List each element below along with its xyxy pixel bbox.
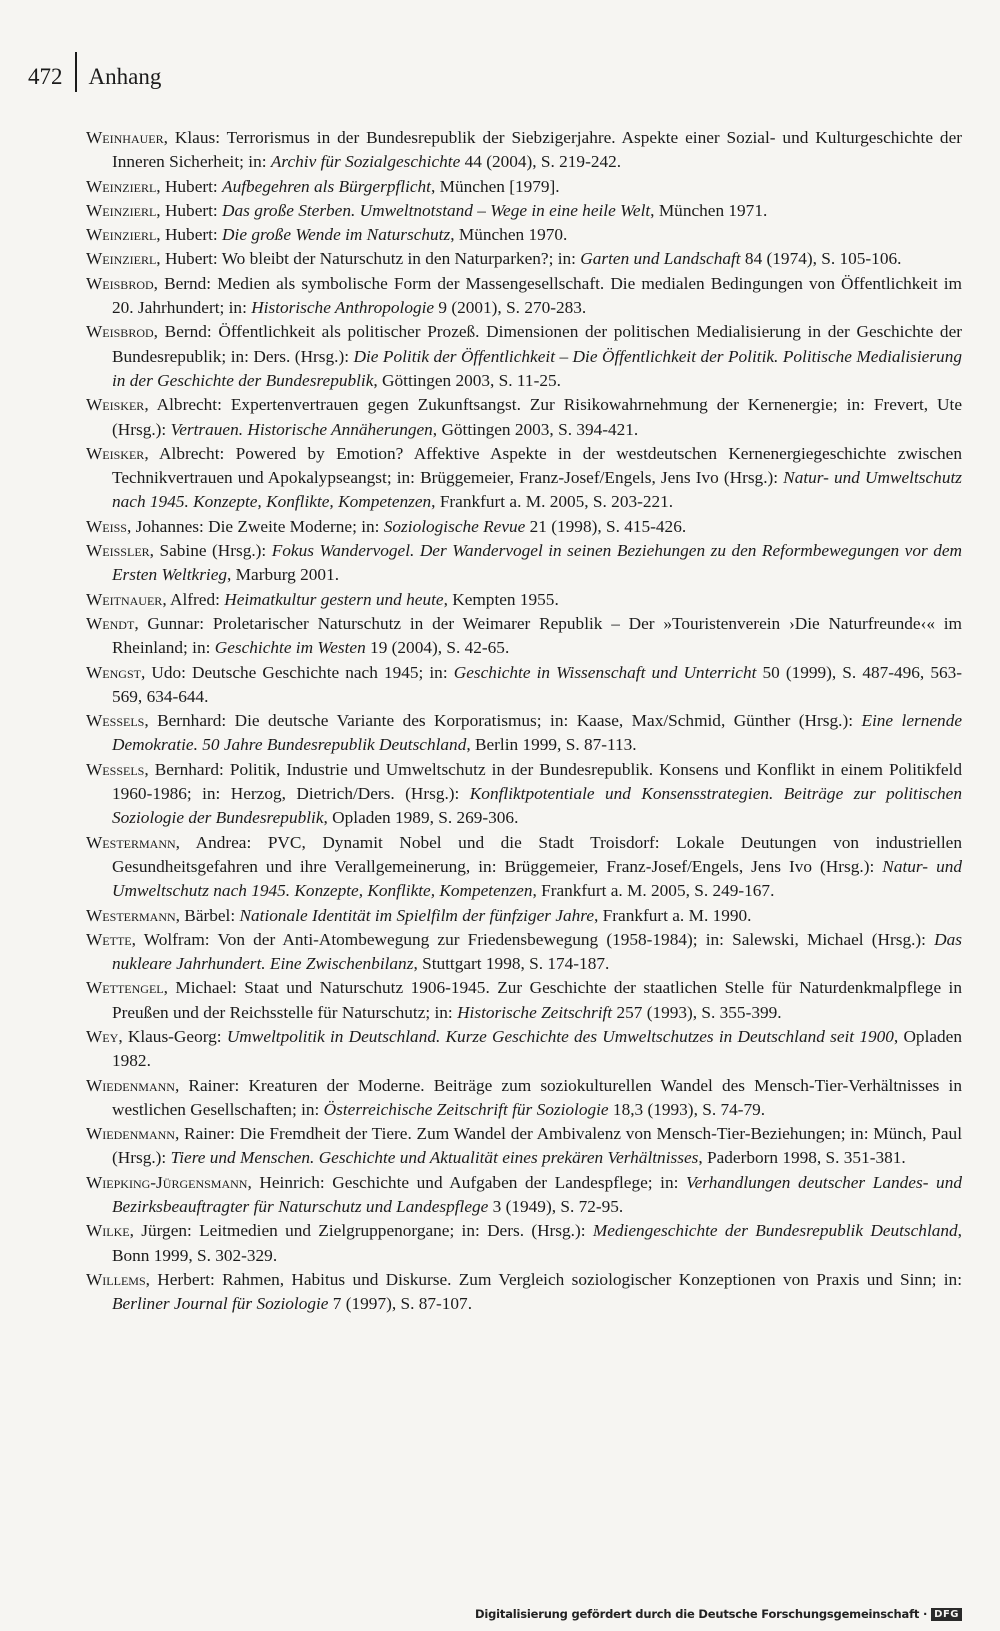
entry-text: , Bernhard: Politik, Industrie und Umweltschutz in der Bundesrepublik. Konsens und Konflikt in einem Politikfeld 1960-1986; in: Herzog, Dietrich/Ders. (Hrsg.): xyxy=(112,759,962,804)
entry-source: , Kempten 1955. xyxy=(443,589,559,609)
entry-text: , Alfred: xyxy=(162,589,225,609)
entry-author: Weissler xyxy=(86,541,150,561)
entry-source: 21 (1998), S. 415-426. xyxy=(525,516,687,536)
entry-text: , Hubert: xyxy=(156,200,223,220)
bibliography-entry xyxy=(86,393,962,442)
entry-source: 84 (1974), S. 105-106. xyxy=(740,249,902,269)
entry-title: Eine lernende Demokratie. 50 Jahre Bundesrepublik Deutschland xyxy=(112,711,962,755)
bibliography-entry xyxy=(86,126,962,175)
bibliography-entry xyxy=(86,831,962,904)
entry-text: , Hubert: Wo bleibt der Naturschutz in den Naturparken?; in: xyxy=(156,249,581,269)
entry-author: Weinhauer xyxy=(86,128,164,147)
entry-title: Das große Sterben. Umweltnotstand – Wege in eine heile Welt xyxy=(222,200,651,220)
entry-source: 257 (1993), S. 355-399. xyxy=(612,1002,782,1022)
entry-title: Archiv für Sozialgeschichte xyxy=(270,152,461,172)
entry-author: Wilke xyxy=(86,1221,130,1241)
bibliography-entry xyxy=(86,1025,962,1074)
entry-author: Westermann xyxy=(86,832,176,852)
entry-text: , Andrea: PVC, Dynamit Nobel und die Stadt Troisdorf: Lokale Deutungen von industriellen Gesundheitsgefahren und ihre Verallgemeinerung, in: Brüggemeier, Franz-Josef/Engels, Jens Ivo (Hrsg.): xyxy=(112,832,962,876)
entry-source: , Frankfurt a. M. 2005, S. 203-221. xyxy=(431,492,674,512)
entry-title: Historische Zeitschrift xyxy=(457,1002,613,1022)
entry-author: Wettengel xyxy=(86,978,164,998)
bibliography-entry xyxy=(86,1219,962,1268)
entry-text: , Johannes: Die Zweite Moderne; in: xyxy=(127,516,384,536)
entry-title: Konfliktpotentiale und Konsensstrategien. Beiträge zur politischen Soziologie der Bundesrepublik xyxy=(112,784,962,828)
entry-title: Geschichte in Wissenschaft und Unterricht xyxy=(453,662,757,682)
entry-author: Weinzierl xyxy=(86,176,157,196)
page-number: 472 xyxy=(28,64,63,89)
entry-text: , Albrecht: Expertenvertrauen gegen Zukunftsangst. Zur Risikowahrnehmung der Kernenergie; in: Frevert, Ute (Hrsg.): xyxy=(112,395,962,439)
bibliography-entry xyxy=(86,1171,962,1220)
entry-text: , Rainer: Die Fremdheit der Tiere. Zum Wandel der Ambivalenz von Mensch-Tier-Beziehungen; in: Münch, Paul (Hrsg.): xyxy=(112,1124,962,1168)
entry-text: , Bernd: Medien als symbolische Form der Massengesellschaft. Die medialen Bedingungen von Öffentlichkeit im 20. Jahrhundert; in: xyxy=(112,273,962,318)
entry-title: Berliner Journal für Soziologie xyxy=(112,1294,329,1314)
entry-source: 50 (1999), S. 487-496, 563-569, 634-644. xyxy=(112,662,962,706)
entry-author: Westermann xyxy=(86,905,176,925)
entry-title: Aufbegehren als Bürgerpflicht xyxy=(222,176,431,196)
entry-text: , Hubert: xyxy=(156,225,223,245)
entry-title: Historische Anthropologie xyxy=(251,298,435,318)
entry-text: , Bernd: Öffentlichkeit als politischer Prozeß. Dimensionen der politischen Medialisierung in der Geschichte der Bundesrepublik; in: Ders. (Hrsg.): xyxy=(112,322,962,366)
entry-author: Weisker xyxy=(86,395,145,415)
entry-source: , München [1979]. xyxy=(430,176,560,196)
entry-text: , Bärbel: xyxy=(175,905,240,925)
entry-title: Natur- und Umweltschutz nach 1945. Konzepte, Konflikte, Kompetenzen xyxy=(112,856,962,901)
entry-source: , Berlin 1999, S. 87-113. xyxy=(466,735,637,755)
entry-source: 44 (2004), S. 219-242. xyxy=(460,152,622,172)
entry-title: Das nukleare Jahrhundert. Eine Zwischenbilanz xyxy=(112,929,962,974)
entry-author: Weisbrod xyxy=(86,273,154,293)
entry-text: , Sabine (Hrsg.): xyxy=(149,541,272,561)
entry-title: Natur- und Umweltschutz nach 1945. Konzepte, Konflikte, Kompetenzen xyxy=(112,468,962,512)
bibliography-entry xyxy=(86,442,962,515)
entry-author: Wendt xyxy=(86,613,135,633)
entry-source: , München 1970. xyxy=(450,225,568,245)
bibliography-entry xyxy=(86,320,962,393)
entry-text: , Hubert: xyxy=(156,176,223,196)
bibliography-entry xyxy=(86,199,962,223)
entry-title: Soziologische Revue xyxy=(383,516,526,536)
bibliography-entry xyxy=(86,515,962,539)
entry-source: , München 1971. xyxy=(650,200,768,220)
entry-source: 3 (1949), S. 72-95. xyxy=(488,1197,624,1217)
entry-author: Weisker xyxy=(86,443,145,463)
bibliography-entry xyxy=(86,588,962,612)
entry-text: , Klaus: Terrorismus in der Bundesrepublik der Siebzigerjahre. Aspekte einer Sozial- und Kulturgeschichte der Inneren Sicherheit; in: xyxy=(112,128,962,172)
entry-source: , Stuttgart 1998, S. 174-187. xyxy=(413,954,610,974)
entry-title: Verhandlungen deutscher Landes- und Bezirksbeauftragter für Naturschutz und Landespflege xyxy=(112,1172,962,1217)
entry-title: Vertrauen. Historische Annäherungen xyxy=(170,419,433,439)
entry-title: Geschichte im Westen xyxy=(214,638,366,658)
header-divider xyxy=(75,52,77,92)
entry-author: Willems xyxy=(86,1269,146,1289)
bibliography-entry xyxy=(86,709,962,758)
page-header xyxy=(28,52,161,88)
entry-title: Nationale Identität im Spielfilm der fünfziger Jahre xyxy=(239,905,595,925)
entry-source: , Paderborn 1998, S. 351-381. xyxy=(698,1148,906,1168)
entry-author: Weiss xyxy=(86,516,127,536)
entry-text: , Gunnar: Proletarischer Naturschutz in der Weimarer Republik – Der »Touristenverein ›Die Naturfreunde‹« im Rheinland; in: xyxy=(112,613,962,658)
bibliography-entry xyxy=(86,1074,962,1123)
entry-title: Garten und Landschaft xyxy=(580,249,741,269)
bibliography-entry xyxy=(86,612,962,661)
entry-author: Wette xyxy=(86,929,132,949)
entry-source: 19 (2004), S. 42-65. xyxy=(365,638,510,658)
entry-author: Weinzierl xyxy=(86,249,157,269)
entry-source: , Frankfurt a. M. 1990. xyxy=(594,905,752,925)
entry-title: Heimatkultur gestern und heute xyxy=(224,589,444,609)
entry-source: , Opladen 1989, S. 269-306. xyxy=(323,808,519,828)
entry-text: , Rainer: Kreaturen der Moderne. Beiträge zum soziokulturellen Wandel des Mensch-Tier-Verhältnisses in westlichen Gesellschaften; in: xyxy=(112,1075,962,1119)
entry-title: Umweltpolitik in Deutschland. Kurze Geschichte des Umweltschutzes in Deutschland seit 1900 xyxy=(226,1026,894,1046)
entry-source: , Bonn 1999, S. 302-329. xyxy=(112,1221,962,1265)
entry-source: , Frankfurt a. M. 2005, S. 249-167. xyxy=(532,881,775,901)
entry-source: , Opladen 1982. xyxy=(112,1026,962,1071)
entry-title: Tiere und Menschen. Geschichte und Aktualität eines prekären Verhältnisses xyxy=(170,1148,699,1168)
footer-credit xyxy=(475,1607,962,1621)
bibliography-entry xyxy=(86,661,962,710)
entry-text: , Jürgen: Leitmedien und Zielgruppenorgane; in: Ders. (Hrsg.): xyxy=(129,1221,593,1241)
entry-text: , Albrecht: Powered by Emotion? Affektive Aspekte in der westdeutschen Kernenergiegeschichte zwischen Technikvertrauen und Apokalypseangst; in: Brüggemeier, Franz-Josef/Engels, Jens Ivo (Hrsg.): xyxy=(112,443,962,488)
entry-text: , Bernhard: Die deutsche Variante des Korporatismus; in: Kaase, Max/Schmid, Günther (Hrsg.): xyxy=(144,711,862,731)
entry-text: , Michael: Staat und Naturschutz 1906-1945. Zur Geschichte der staatlichen Stelle für Naturdenkmalpflege in Preußen und der Reichsstelle für Naturschutz; in: xyxy=(112,978,962,1022)
entry-author: Wiedenmann xyxy=(86,1075,175,1095)
entry-author: Wessels xyxy=(86,711,145,731)
dfg-logo: DFG xyxy=(931,1608,962,1621)
entry-author: Weitnauer xyxy=(86,589,163,609)
entry-source: , Göttingen 2003, S. 394-421. xyxy=(432,419,639,439)
entry-title: Mediengeschichte der Bundesrepublik Deutschland xyxy=(592,1221,958,1241)
entry-text: , Klaus-Georg: xyxy=(118,1026,227,1046)
entry-text: , Heinrich: Geschichte und Aufgaben der Landespflege; in: xyxy=(247,1172,687,1192)
footer-credit-text: Digitalisierung gefördert durch die Deutsche Forschungsgemeinschaft · xyxy=(475,1607,928,1621)
bibliography-entry xyxy=(86,928,962,977)
bibliography-entry xyxy=(86,904,962,928)
entry-title: Fokus Wandervogel. Der Wandervogel in seinen Beziehungen zu den Reformbewegungen vor dem Ersten Weltkrieg xyxy=(112,541,962,585)
bibliography-entry xyxy=(86,539,962,588)
entry-author: Weinzierl xyxy=(86,225,157,245)
bibliography-entry xyxy=(86,1122,962,1171)
entry-author: Weinzierl xyxy=(86,200,157,220)
entry-author: Weisbrod xyxy=(86,322,154,342)
bibliography-list xyxy=(86,126,962,1317)
bibliography-entry xyxy=(86,976,962,1025)
entry-author: Wiedenmann xyxy=(86,1124,175,1144)
entry-author: Wengst xyxy=(86,662,141,682)
entry-title: Die große Wende im Naturschutz xyxy=(222,225,451,245)
entry-author: Wiepking-Jürgensmann xyxy=(86,1172,248,1192)
bibliography-entry xyxy=(86,272,962,321)
bibliography-entry xyxy=(86,175,962,199)
entry-text: , Udo: Deutsche Geschichte nach 1945; in: xyxy=(140,662,454,682)
entry-author: Wessels xyxy=(86,759,145,779)
entry-text: , Wolfram: Von der Anti-Atombewegung zur Friedensbewegung (1958-1984); in: Salewski, Michael (Hrsg.): xyxy=(131,929,935,949)
entry-title: Die Politik der Öffentlichkeit – Die Öffentlichkeit der Politik. Politische Medialisierung in der Geschichte der Bundesrepublik xyxy=(112,346,962,390)
entry-author: Wey xyxy=(86,1026,119,1046)
bibliography-entry xyxy=(86,223,962,247)
bibliography-entry xyxy=(86,1268,962,1317)
entry-text: , Herbert: Rahmen, Habitus und Diskurse. Zum Vergleich soziologischer Konzeptionen von Praxis und Sinn; in: xyxy=(145,1269,962,1289)
bibliography-entry xyxy=(86,758,962,831)
running-title: Anhang xyxy=(88,64,162,89)
entry-source: 7 (1997), S. 87-107. xyxy=(328,1294,473,1314)
entry-source: 9 (2001), S. 270-283. xyxy=(434,298,587,318)
bibliography-entry xyxy=(86,247,962,271)
entry-source: , Göttingen 2003, S. 11-25. xyxy=(373,370,561,390)
entry-title: Österreichische Zeitschrift für Soziologie xyxy=(323,1099,609,1119)
entry-source: , Marburg 2001. xyxy=(227,565,340,585)
entry-source: 18,3 (1993), S. 74-79. xyxy=(608,1099,766,1119)
